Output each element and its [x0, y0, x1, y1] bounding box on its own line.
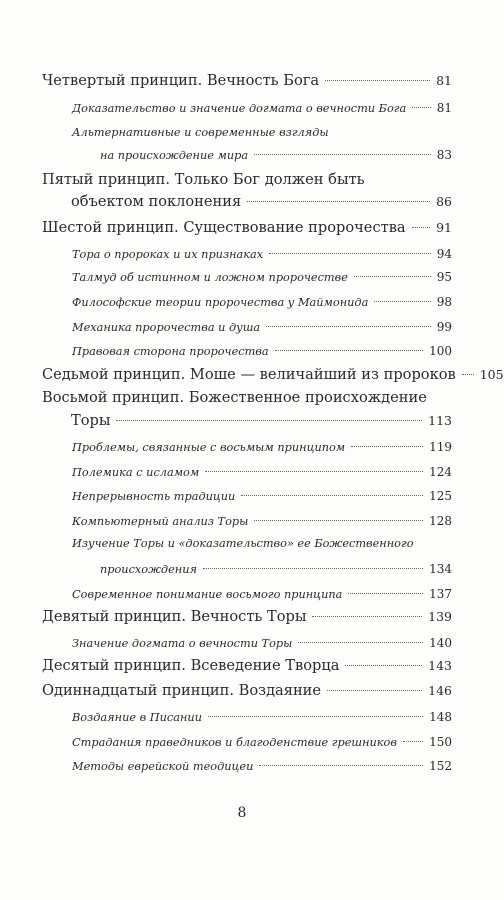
toc-subentry	[72, 440, 452, 454]
toc-entry-page: 100	[429, 344, 452, 358]
dot-leader	[354, 276, 431, 277]
dot-leader	[259, 765, 423, 766]
dot-leader	[269, 253, 431, 254]
dot-leader	[275, 350, 423, 351]
dot-leader	[203, 568, 423, 569]
toc-entry-page: 113	[428, 413, 452, 428]
dot-leader	[241, 495, 423, 496]
toc-entry-first-line: Восьмой принцип. Божественное происхождение	[42, 389, 427, 406]
dot-leader	[247, 201, 430, 202]
toc-entry-page: 81	[436, 73, 452, 88]
toc-entry-page: 91	[436, 220, 452, 235]
toc-subentry	[72, 270, 452, 284]
dot-leader	[412, 107, 431, 108]
dot-leader	[298, 642, 423, 643]
toc-entry-title: Проблемы, связанные с восьмым принципом	[72, 441, 346, 454]
dot-leader	[345, 665, 422, 666]
toc-subentry-first-line: Альтернативные и современные взгляды	[72, 126, 329, 139]
toc-entry-page: 99	[436, 320, 452, 334]
dot-leader	[266, 326, 431, 327]
dot-leader	[254, 520, 423, 521]
toc-entry-page: 86	[436, 194, 452, 209]
dot-leader	[312, 616, 422, 617]
toc-entry-title: объектом поклонения	[71, 193, 242, 210]
toc-subentry	[72, 247, 452, 261]
toc-entry-title: Методы еврейской теодицеи	[72, 760, 254, 773]
toc-subentry	[72, 344, 452, 358]
toc-entry-title: Одиннадцатый принцип. Воздаяние	[42, 682, 322, 699]
toc-entry-title: на происхождение мира	[100, 149, 249, 162]
toc-subentry	[100, 148, 452, 162]
toc-entry-page: 125	[429, 489, 452, 503]
toc-subentry	[72, 514, 452, 528]
toc-entry-page: 119	[429, 440, 452, 454]
toc-subentry	[72, 636, 452, 650]
dot-leader	[348, 593, 423, 594]
toc-entry-title: Непрерывность традиции	[72, 490, 236, 503]
toc-entry-title: Страдания праведников и благоденствие грешников	[72, 736, 397, 749]
toc-entry-title: Седьмой принцип. Моше — величайший из пророков	[42, 366, 456, 383]
toc-entry-page: 94	[436, 247, 452, 261]
toc-subentry	[72, 587, 452, 601]
dot-leader	[412, 227, 430, 228]
toc-entry	[42, 219, 452, 236]
toc-entry-page: 139	[428, 609, 452, 624]
toc-subentry	[72, 735, 452, 749]
toc-entry	[71, 193, 452, 210]
toc-entry-title: Десятый принцип. Всеведение Творца	[42, 657, 340, 674]
toc-entry-page: 146	[428, 683, 452, 698]
toc-entry-page: 134	[429, 562, 452, 576]
dot-leader	[205, 471, 423, 472]
toc-entry	[42, 608, 452, 625]
toc-subentry-first-line: Изучение Торы и «доказательство» ее Божественного	[72, 537, 414, 550]
page-number: 8	[237, 805, 247, 821]
dot-leader	[325, 80, 430, 81]
toc-entry-page: 137	[429, 587, 452, 601]
toc-entry-title: Шестой принцип. Существование пророчества	[42, 219, 406, 236]
toc-entry-page: 140	[429, 636, 452, 650]
toc-subentry	[100, 562, 452, 576]
dot-leader	[403, 741, 423, 742]
toc-entry-title: Тора о пророках и их признаках	[72, 248, 264, 261]
toc-entry-page: 95	[436, 270, 452, 284]
toc-entry-page: 83	[436, 148, 452, 162]
toc-entry-page: 81	[436, 101, 452, 115]
toc-entry-page: 124	[429, 465, 452, 479]
toc-entry-title: Правовая сторона пророчества	[72, 345, 269, 358]
toc-subentry	[72, 489, 452, 503]
toc-entry-first-line: Пятый принцип. Только Бог должен быть	[42, 171, 365, 188]
toc-entry-title: Талмуд об истинном и ложном пророчестве	[72, 271, 348, 284]
toc-entry	[71, 412, 452, 429]
toc-subentry	[72, 320, 452, 334]
dot-leader	[462, 374, 474, 375]
toc-entry-title: Доказательство и значение догмата о вечности Бога	[72, 102, 407, 115]
toc-entry-page: 98	[436, 295, 452, 309]
toc-entry	[42, 72, 452, 89]
toc-entry-title: Полемика с исламом	[72, 466, 200, 479]
toc-subentry	[72, 710, 452, 724]
dot-leader	[208, 716, 423, 717]
toc-entry	[42, 682, 452, 699]
toc-subentry	[72, 101, 452, 115]
toc-entry-page: 148	[429, 710, 452, 724]
toc-entry-title: Компьютерный анализ Торы	[72, 515, 249, 528]
toc-entry-title: Воздаяние в Писании	[72, 711, 202, 724]
toc-entry-title: Четвертый принцип. Вечность Бога	[42, 72, 320, 89]
toc-entry-page: 152	[429, 759, 452, 773]
dot-leader	[351, 446, 423, 447]
toc-entry-title: Философские теории пророчества у Маймонида	[72, 296, 369, 309]
toc-entry-page: 128	[429, 514, 452, 528]
toc-entry-title: Современное понимание восьмого принципа	[72, 588, 343, 601]
dot-leader	[327, 690, 422, 691]
toc-entry-page: 105	[479, 367, 504, 382]
toc-entry	[42, 366, 504, 383]
dot-leader	[116, 420, 422, 421]
toc-entry-title: Торы	[71, 412, 111, 429]
toc-entry-page: 150	[429, 735, 452, 749]
toc-entry-title: Значение догмата о вечности Торы	[72, 637, 293, 650]
toc-entry	[42, 657, 452, 674]
toc-subentry	[72, 759, 452, 773]
toc-entry-title: Девятый принцип. Вечность Торы	[42, 608, 307, 625]
toc-subentry	[72, 465, 452, 479]
toc-subentry	[72, 295, 452, 309]
toc-entry-title: Механика пророчества и душа	[72, 321, 261, 334]
dot-leader	[374, 301, 430, 302]
toc-entry-page: 143	[428, 658, 452, 673]
toc-entry-title: происхождения	[100, 563, 197, 576]
dot-leader	[254, 154, 431, 155]
